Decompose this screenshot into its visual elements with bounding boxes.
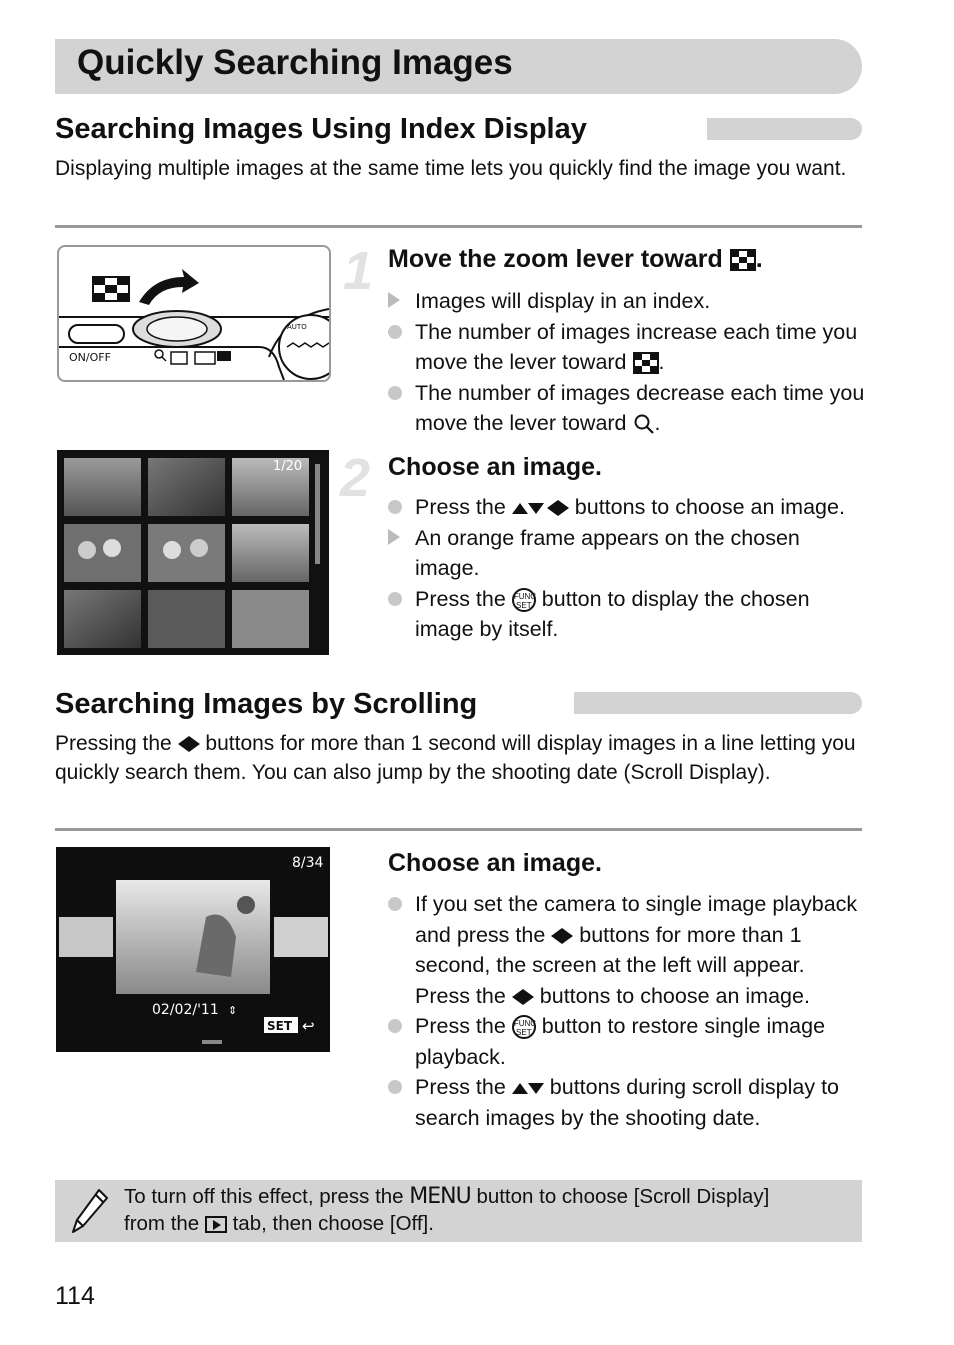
bullet-dot-icon xyxy=(388,1080,402,1094)
scroll-display-preview xyxy=(56,847,330,1052)
step1-title-end: . xyxy=(755,245,763,273)
list-item xyxy=(388,286,865,317)
list-item xyxy=(388,1072,865,1133)
note-text xyxy=(124,1183,854,1237)
set-label: SET xyxy=(267,1019,293,1033)
index-grid-icon xyxy=(633,350,659,376)
note-text-b: button to choose [Scroll Display] xyxy=(476,1185,770,1208)
list-item xyxy=(388,492,865,523)
zoom-lever-illustration xyxy=(59,247,329,380)
image-counter: 8/34 xyxy=(292,855,324,871)
svg-text:↩: ↩ xyxy=(302,1017,315,1035)
note-text-d: tab, then choose [Off]. xyxy=(232,1212,434,1235)
list-item xyxy=(388,523,865,584)
note-text-c: from the xyxy=(124,1212,200,1235)
onoff-label: ON/OFF xyxy=(69,351,111,364)
bullet-text-end: buttons during scroll display to search images by the shooting date. xyxy=(415,1075,840,1130)
bullet-dot-icon xyxy=(388,386,402,400)
step3-title: Choose an image. xyxy=(388,849,602,877)
intro-text-end: buttons for more than 1 second will display images in a line letting you quickly search them. You can also jump by the shooting date (Scroll Display). xyxy=(55,732,856,784)
page-title-bar xyxy=(55,39,862,94)
camera-top-figure xyxy=(57,245,331,382)
bullet-text-end: button to display the chosen image by itself. xyxy=(415,586,810,641)
section-intro-index: Displaying multiple images at the same time lets you quickly find the image you want. xyxy=(55,157,847,180)
step1-title xyxy=(388,245,763,274)
bullet-text-end: . xyxy=(654,411,661,435)
index-display-screenshot xyxy=(57,450,329,655)
left-right-buttons-icon xyxy=(551,923,573,947)
bullet-text: Press the xyxy=(415,586,506,611)
bullet-dot-icon xyxy=(388,325,402,339)
bullet-text: Press the xyxy=(415,1014,506,1038)
bullet-text-end: buttons to choose an image. xyxy=(574,495,845,519)
page-title: Quickly Searching Images xyxy=(77,43,513,82)
step3-bullets xyxy=(388,889,865,1133)
shooting-date: 02/02/'11 xyxy=(152,1002,219,1018)
bullet-dot-icon xyxy=(388,1019,402,1033)
bullet-dot-icon xyxy=(388,500,402,514)
list-item xyxy=(388,378,865,439)
result-arrow-icon xyxy=(388,292,400,308)
bullet-text: Press the xyxy=(415,495,506,519)
thumbnail-grid xyxy=(57,450,329,655)
divider xyxy=(55,225,862,228)
step-number-2: 2 xyxy=(340,448,371,508)
note-text-a: To turn off this effect, press the xyxy=(124,1185,404,1208)
left-right-buttons-icon xyxy=(512,984,534,1008)
list-item xyxy=(388,1011,865,1072)
bullet-dot-icon xyxy=(388,897,402,911)
bullet-text: An orange frame appears on the chosen image. xyxy=(415,525,800,580)
bullet-text-end: buttons to choose an image. xyxy=(539,983,810,1008)
bullet-dot-icon xyxy=(388,592,402,606)
auto-label: AUTO xyxy=(287,323,307,331)
up-down-buttons-icon xyxy=(512,1075,544,1099)
bullet-text: Images will display in an index. xyxy=(415,289,711,313)
step2-title: Choose an image. xyxy=(388,453,602,481)
bullet-text-end: button to restore single image playback. xyxy=(415,1014,826,1069)
up-down-left-right-buttons-icon xyxy=(512,495,569,519)
left-right-buttons-icon xyxy=(178,732,200,755)
pencil-icon xyxy=(69,1188,109,1236)
result-arrow-icon xyxy=(388,529,400,545)
bullet-text: If you set the camera to single image playback and press the xyxy=(415,892,858,947)
scroll-display-screenshot xyxy=(56,847,330,1052)
playback-tab-icon xyxy=(205,1216,227,1233)
func-set-button-icon: FUNC SET xyxy=(512,1015,536,1039)
bullet-text: Press the xyxy=(415,1075,506,1099)
divider xyxy=(55,828,862,831)
image-counter: 1/20 xyxy=(273,459,303,474)
page-number: 114 xyxy=(55,1282,95,1310)
menu-button-label: MENU xyxy=(409,1184,471,1209)
section-heading-index: Searching Images Using Index Display xyxy=(55,113,587,145)
step1-bullets xyxy=(388,286,865,439)
list-item xyxy=(388,889,865,1011)
heading-rule xyxy=(574,692,862,714)
bullet-text-end: . xyxy=(658,350,665,374)
step-number-1: 1 xyxy=(343,241,374,301)
step2-bullets xyxy=(388,492,865,645)
svg-text:⇕: ⇕ xyxy=(228,1004,238,1017)
func-set-button-icon: FUNC SET xyxy=(512,588,536,612)
bullet-text-mid: buttons for more than 1 second, the screen at the left will appear. Press the xyxy=(415,922,805,1008)
step1-title-text: Move the zoom lever toward xyxy=(388,245,723,273)
bullet-text: The number of images decrease each time you move the lever toward xyxy=(415,380,865,435)
magnify-icon xyxy=(633,413,655,435)
index-grid-icon xyxy=(730,247,756,273)
bullet-text: The number of images increase each time you move the lever toward xyxy=(415,319,858,374)
section-heading-scrolling: Searching Images by Scrolling xyxy=(55,688,478,720)
heading-rule xyxy=(707,118,862,140)
list-item xyxy=(388,317,865,378)
list-item xyxy=(388,584,865,645)
intro-text: Pressing the xyxy=(55,732,172,755)
note-box xyxy=(55,1180,862,1242)
section-intro-scrolling xyxy=(55,729,865,787)
